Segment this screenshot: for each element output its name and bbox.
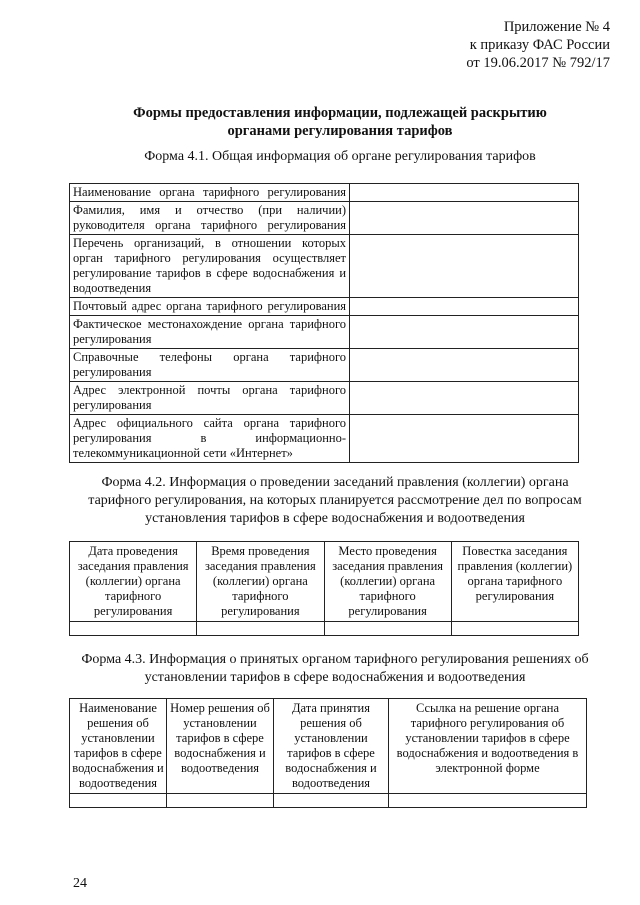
table-header-row [70,699,587,794]
table-row [70,202,579,235]
form-4-2-caption: Форма 4.2. Информация о проведении заседаний правления (коллегии) органа тарифного регулирования, на которых планируется рассмотрение дел по вопросам установления тарифов в сфере водоснабжения и водоотведения [88,475,582,526]
empty-cell [70,794,167,808]
form-4-2-table [69,541,579,636]
row-value-cell [350,415,579,463]
table-row [70,415,579,463]
form-4-1-caption: Форма 4.1. Общая информация об органе регулирования тарифов [144,149,536,164]
title-line-2: органами регулирования тарифов [227,123,453,139]
title-line-1: Формы предоставления информации, подлежащей раскрытию [133,105,547,121]
form-4-1-table [69,183,579,463]
column-header-decision-date: Дата принятия решения об установлении тарифов в сфере водоснабжения и водоотведения [274,699,389,794]
row-label-email: Адрес электронной почты органа тарифного регулирования [70,382,350,415]
appendix-line-1: Приложение № 4 [503,19,610,35]
form-4-3-caption: Форма 4.3. Информация о принятых органом тарифного регулирования решениях об установлении тарифов в сфере водоснабжения и водоотведения [81,652,589,685]
row-value-cell [350,349,579,382]
row-value-cell [350,382,579,415]
table-row [70,382,579,415]
appendix-line-2: к приказу ФАС России [469,37,610,53]
empty-cell [197,622,324,636]
row-label-phones: Справочные телефоны органа тарифного регулирования [70,349,350,382]
row-label-actual-location: Фактическое местонахождение органа тарифного регулирования [70,316,350,349]
page-number: 24 [73,876,87,891]
table-row [70,349,579,382]
appendix-header [420,18,610,72]
appendix-line-3: от 19.06.2017 № 792/17 [466,55,610,71]
empty-cell [70,622,197,636]
column-header-place: Место проведения заседания правления (коллегии) органа тарифного регулирования [324,542,451,622]
column-header-date: Дата проведения заседания правления (коллегии) органа тарифного регулирования [70,542,197,622]
column-header-time: Время проведения заседания правления (коллегии) органа тарифного регулирования [197,542,324,622]
table-row [70,298,579,316]
table-header-row [70,542,579,622]
row-value-cell [350,202,579,235]
table-row [70,184,579,202]
column-header-agenda: Повестка заседания правления (коллегии) органа тарифного регулирования [451,542,578,622]
form-4-3-table [69,698,587,808]
row-value-cell [350,184,579,202]
empty-cell [324,622,451,636]
table-row [70,794,587,808]
column-header-decision-name: Наименование решения об установлении тарифов в сфере водоснабжения и водоотведения [70,699,167,794]
row-label-website: Адрес официального сайта органа тарифного регулирования в информационно-телекоммуникационной сети «Интернет» [70,415,350,463]
table-row [70,235,579,298]
row-label-organizations-list: Перечень организаций, в отношении которых орган тарифного регулирования осуществляет регулирование тарифов в сфере водоснабжения и водоотведения [70,235,350,298]
row-value-cell [350,235,579,298]
row-label-postal-address: Почтовый адрес органа тарифного регулирования [70,298,350,316]
row-value-cell [350,316,579,349]
empty-cell [451,622,578,636]
column-header-decision-link: Ссылка на решение органа тарифного регулирования об установлении тарифов в сфере водоснабжения и водоотведения в электронной форме [389,699,587,794]
row-value-cell [350,298,579,316]
empty-cell [274,794,389,808]
row-label-head-name: Фамилия, имя и отчество (при наличии) руководителя органа тарифного регулирования [70,202,350,235]
empty-cell [167,794,274,808]
column-header-decision-number: Номер решения об установлении тарифов в сфере водоснабжения и водоотведения [167,699,274,794]
empty-cell [389,794,587,808]
table-row [70,316,579,349]
table-row [70,622,579,636]
row-label-agency-name: Наименование органа тарифного регулирования [70,184,350,202]
document-title [60,104,620,140]
